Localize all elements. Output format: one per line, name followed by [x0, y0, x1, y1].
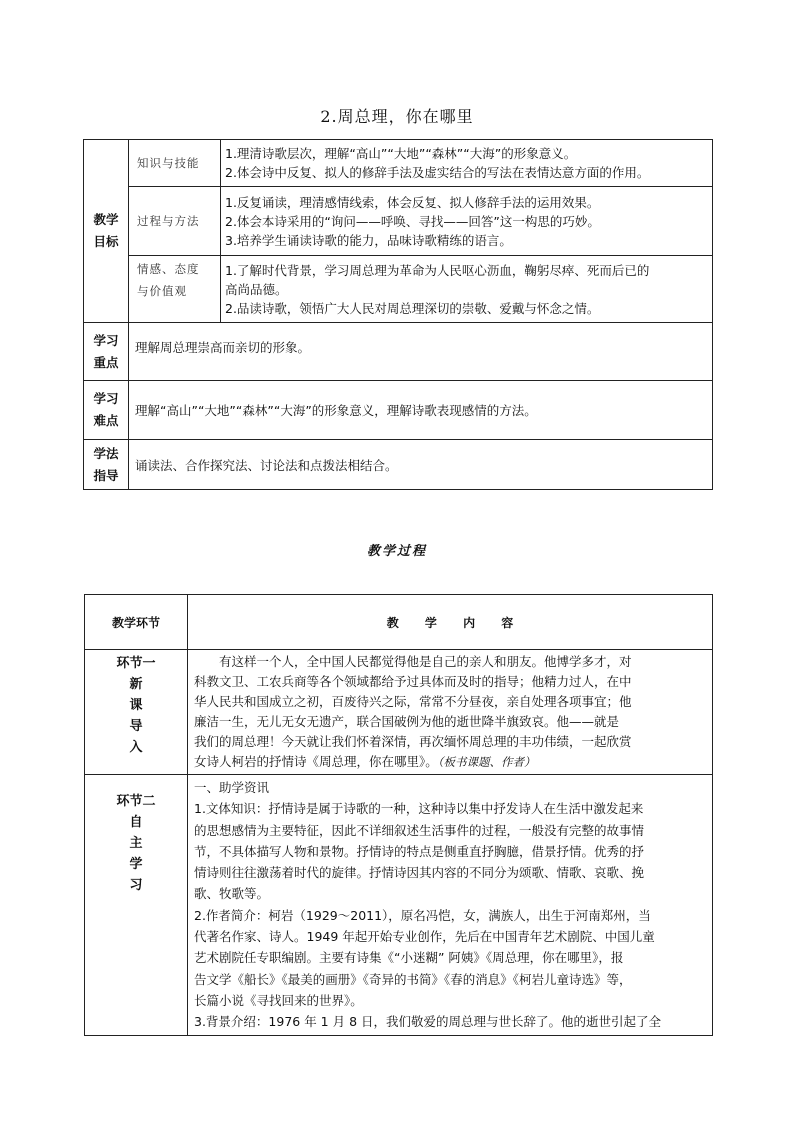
difficulty-text: 理解“高山”“大地”“森林”“大海”的形象意义，理解诗歌表现感情的方法。: [129, 381, 713, 440]
objective-category-label: 过程与方法: [129, 187, 221, 256]
difficulty-label: 学习 难点: [84, 381, 129, 440]
process-heading: 教学过程: [366, 544, 427, 559]
stage-label: 环节一 新 课 导 入: [85, 650, 188, 775]
stage-row-self-study: [85, 775, 713, 1036]
key-point-text: 理解周总理崇高而亲切的形象。: [129, 323, 713, 381]
stage-row-intro: [85, 650, 713, 775]
method-row: [84, 440, 713, 490]
key-point-row: [84, 323, 713, 381]
process-table: [84, 594, 713, 1036]
blackboard-note: （板书课题、作者）: [437, 755, 536, 769]
method-label: 学法 指导: [84, 440, 129, 490]
objective-category-label: 知识与技能: [129, 140, 221, 187]
stage-label: 环节二 自 主 学 习: [85, 775, 188, 1036]
page-title: 2.周总理，你在哪里: [320, 107, 474, 126]
method-text: 诵读法、合作探究法、讨论法和点拨法相结合。: [129, 440, 713, 490]
objective-content: 1.反复诵读，理清感情线索，体会反复、拟人修辞手法的运用效果。 2.体会本诗采用的“询问——呼唤、寻找——回答”这一构思的巧妙。 3.培养学生诵读诗歌的能力，品味诗歌精练的语言。: [221, 187, 713, 256]
key-point-label: 学习 重点: [84, 323, 129, 381]
objective-row-emotion: [84, 256, 713, 323]
difficulty-row: [84, 381, 713, 440]
stage-content: 一、助学资讯 1.文体知识：抒情诗是属于诗歌的一种，这种诗以集中抒发诗人在生活中激发起来 的思想感情为主要特征，因此不详细叙述生活事件的过程，一般没有完整的故事情 节，不具体描写人物和景物。抒情诗的特点是侧重直抒胸臆，借景抒情。优秀的抒 情诗则往往激荡着时代的旋律。抒情诗因其内容的不同分为颂歌、情歌、哀歌、挽 歌、牧歌等。 2.作者简介：柯岩（1929～2011），原名冯恺，女，满族人，出生于河南郑州，当 代著名作家、诗人。1949 年起开始专业创作，先后在中国青年艺术剧院、中国儿童 艺术剧院任专职编剧。主要有诗集《“小迷糊” 阿姨》《周总理，你在哪里》，报 告文学《船长》《最美的画册》《奇异的书简》《春的消息》《柯岩儿童诗选》等， 长篇小说《寻找回来的世界》。 3.背景介绍：1976 年 1 月 8 日，我们敬爱的周总理与世长辞了。他的逝世引起了全: [188, 775, 713, 1036]
objective-content: 1.理清诗歌层次，理解“高山”“大地”“森林”“大海”的形象意义。 2.体会诗中反复、拟人的修辞手法及虚实结合的写法在表情达意方面的作用。: [221, 140, 713, 187]
objective-category-label: 情感、态度 与价值观: [129, 256, 221, 323]
content-column-header: 教 学 内 容: [188, 595, 713, 650]
objectives-label: 教学 目标: [84, 140, 129, 323]
objectives-table: [83, 139, 713, 490]
objective-content: 1.了解时代背景，学习周总理为革命为人民呕心沥血，鞠躬尽瘁、死而后已的 高尚品德。 2.品读诗歌，领悟广大人民对周总理深切的崇敬、爱戴与怀念之情。: [221, 256, 713, 323]
objective-row-knowledge: [84, 140, 713, 187]
process-header-row: [85, 595, 713, 650]
stage-column-header: 教学环节: [85, 595, 188, 650]
objective-row-process: [84, 187, 713, 256]
stage-content: 有这样一个人，全中国人民都觉得他是自己的亲人和朋友。他博学多才，对 科教文卫、工农兵商等各个领域都给予过具体而及时的指导；他精力过人，在中 华人民共和国成立之初，百废待兴之际，常常不分昼夜，亲自处理各项事宜；他 廉洁一生，无儿无女无遗产，联合国破例为他的逝世降半旗致哀。他——就是 我们的周总理！今天就让我们怀着深情，再次缅怀周总理的丰功伟绩，一起欣赏 女诗人柯岩的抒情诗《周总理，你在哪里》。（板书课题、作者）: [188, 650, 713, 775]
